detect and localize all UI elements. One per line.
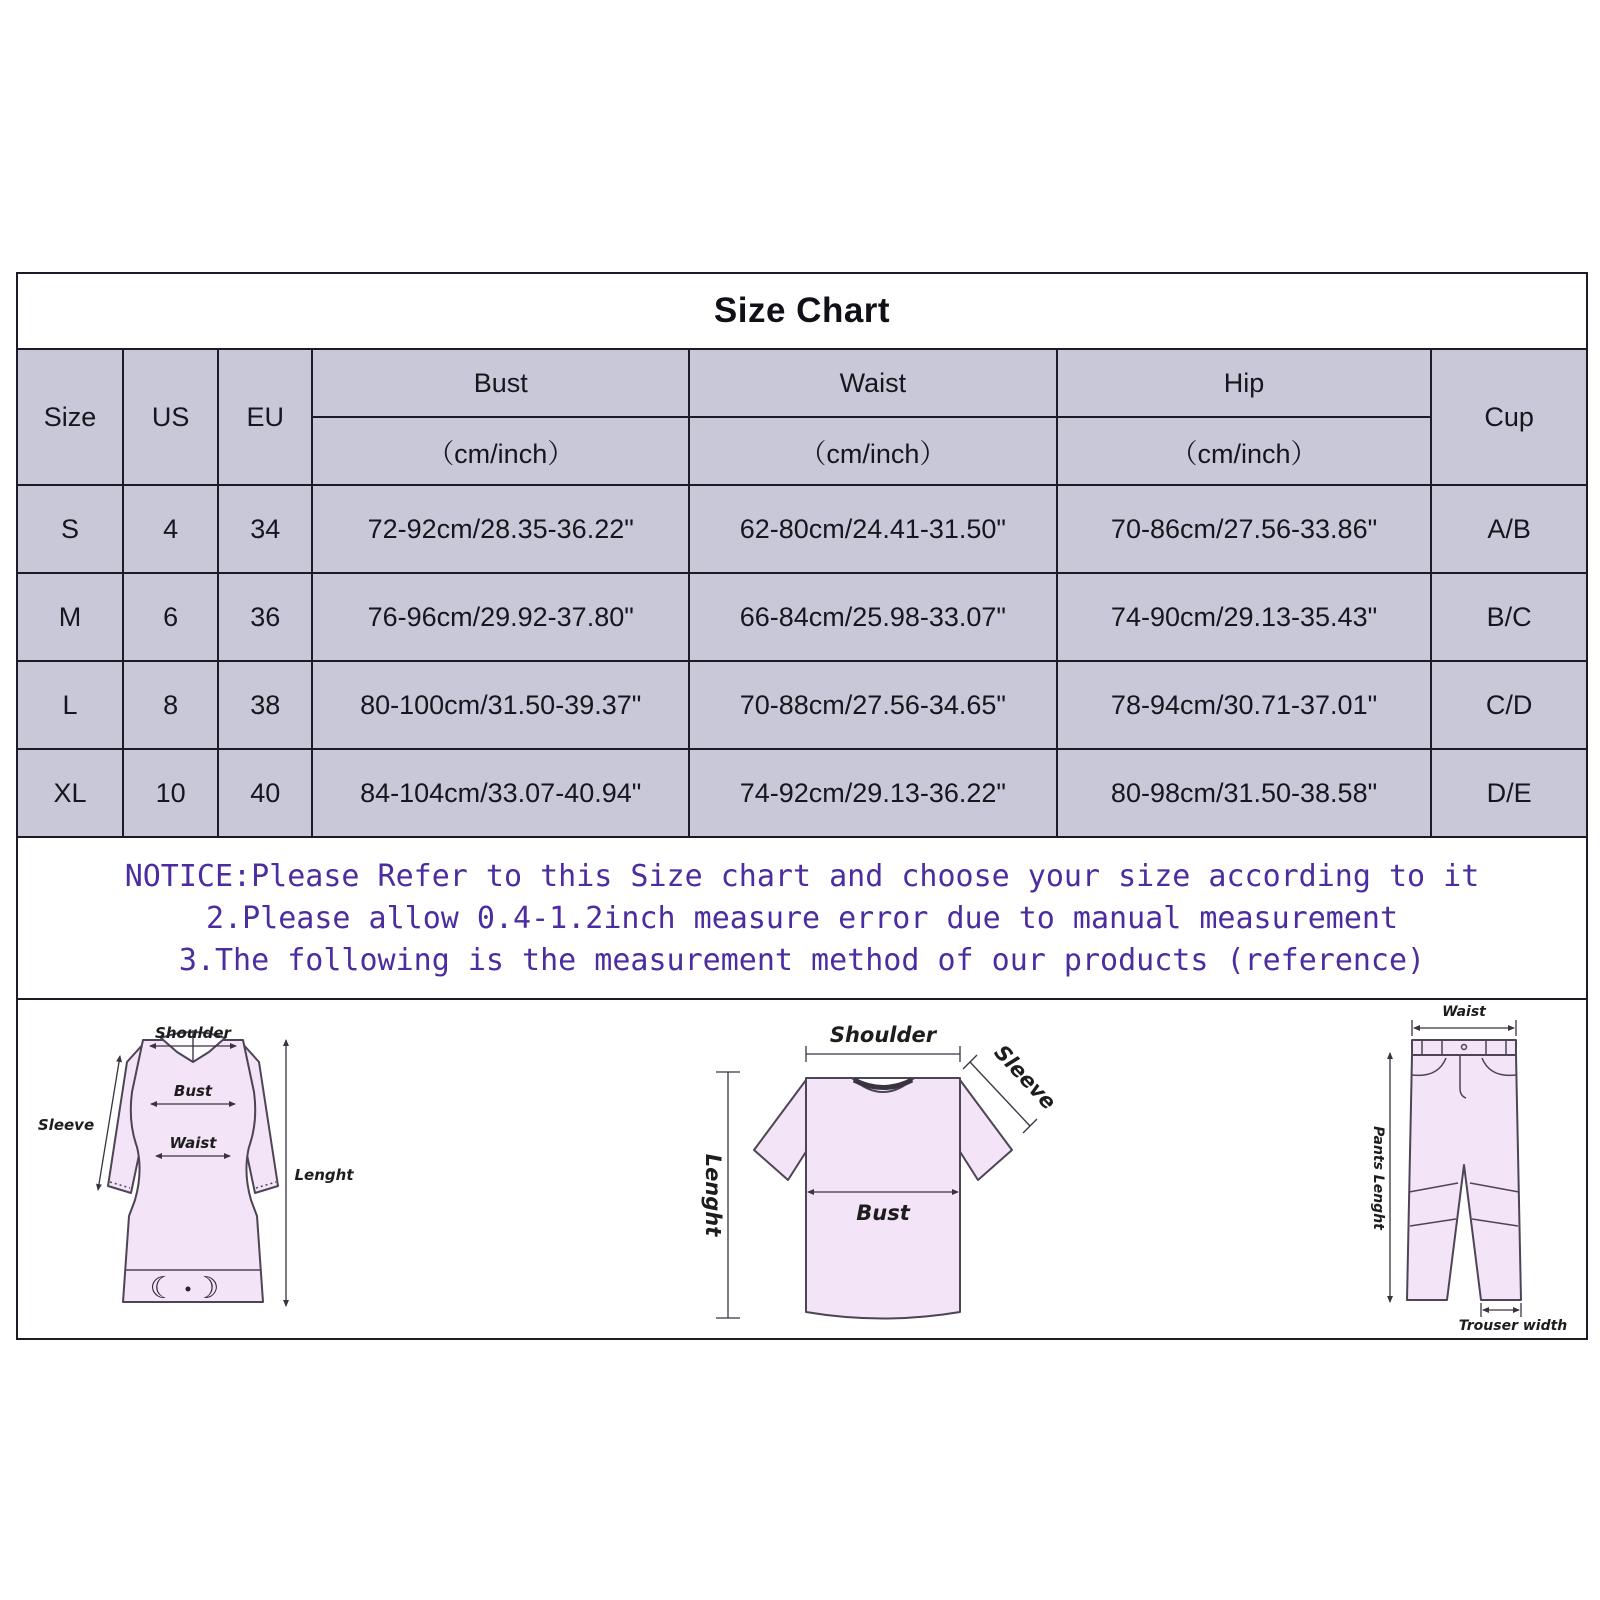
table-cell: S [18, 486, 122, 572]
page-title: Size Chart [713, 291, 891, 330]
size-table [18, 348, 1586, 838]
table-cell: 38 [219, 662, 311, 748]
notice-line-3: 3.The following is the measurement method of our products (reference) [178, 942, 1426, 978]
tshirt-length-label: Lenght [701, 1153, 725, 1237]
col-header-cup: Cup [1432, 350, 1586, 484]
tshirt-bust-label: Bust [856, 1201, 910, 1225]
table-cell: 10 [124, 750, 217, 836]
table-cell: 74-92cm/29.13-36.22" [690, 750, 1056, 836]
table-cell: 70-86cm/27.56-33.86" [1058, 486, 1431, 572]
table-cell: L [18, 662, 122, 748]
dress-sleeve-label: Sleeve [37, 1116, 95, 1134]
trouser-width-label: Trouser width [1458, 1318, 1568, 1334]
table-cell: D/E [1432, 750, 1586, 836]
pants-length-label: Pants Lenght [1370, 1126, 1386, 1230]
col-header-bust: Bust [313, 350, 688, 416]
table-cell: 70-88cm/27.56-34.65" [690, 662, 1056, 748]
table-cell: 74-90cm/29.13-35.43" [1058, 574, 1431, 660]
table-cell: 8 [124, 662, 217, 748]
moon-icon: ☽ [192, 1271, 220, 1306]
unit-label-hip: （cm/inch） [1058, 418, 1431, 484]
table-cell: 78-94cm/30.71-37.01" [1058, 662, 1431, 748]
dress-body [123, 1040, 263, 1302]
dress-waist-label: Waist [169, 1134, 217, 1152]
notice-line-2: 2.Please allow 0.4-1.2inch measure error due to manual measurement [205, 900, 1399, 936]
table-cell: A/B [1432, 486, 1586, 572]
col-header-size: Size [18, 350, 122, 484]
notice-line-1: NOTICE:Please Refer to this Size chart and choose your size according to it [124, 858, 1480, 894]
unit-label-waist: （cm/inch） [690, 418, 1056, 484]
pants-diagram [1350, 1000, 1590, 1335]
size-chart-panel [16, 272, 1588, 1340]
dress-length-label: Lenght [294, 1166, 354, 1184]
table-cell: 62-80cm/24.41-31.50" [690, 486, 1056, 572]
table-cell: 66-84cm/25.98-33.07" [690, 574, 1056, 660]
notice-block [18, 838, 1586, 1000]
table-cell: 72-92cm/28.35-36.22" [313, 486, 688, 572]
table-cell: 76-96cm/29.92-37.80" [313, 574, 688, 660]
unit-label-bust: （cm/inch） [313, 418, 688, 484]
table-cell: 6 [124, 574, 217, 660]
table-cell: C/D [1432, 662, 1586, 748]
table-cell: 80-100cm/31.50-39.37" [313, 662, 688, 748]
table-cell: 4 [124, 486, 217, 572]
measurement-diagrams [18, 1000, 1586, 1338]
dress-diagram [28, 1000, 408, 1335]
table-cell: XL [18, 750, 122, 836]
pants-waistband [1412, 1040, 1516, 1055]
tshirt-shoulder-label: Shoulder [829, 1023, 937, 1047]
tshirt-sleeve-label: Sleeve [989, 1040, 1061, 1115]
col-header-waist: Waist [690, 350, 1056, 416]
pants-legs [1407, 1055, 1521, 1300]
table-cell: B/C [1432, 574, 1586, 660]
dot-icon [186, 1287, 191, 1292]
pants-waist-label: Waist [1442, 1004, 1486, 1020]
table-cell: 36 [219, 574, 311, 660]
tshirt-diagram [658, 1000, 1098, 1335]
col-header-hip: Hip [1058, 350, 1431, 416]
table-cell: 34 [219, 486, 311, 572]
table-cell: 40 [219, 750, 311, 836]
moon-icon: ☾ [149, 1271, 177, 1306]
col-header-eu: EU [219, 350, 311, 484]
table-cell: M [18, 574, 122, 660]
col-header-us: US [124, 350, 217, 484]
table-cell: 84-104cm/33.07-40.94" [313, 750, 688, 836]
dress-shoulder-label: Shoulder [155, 1024, 231, 1042]
tshirt-body [806, 1078, 960, 1319]
table-cell: 80-98cm/31.50-38.58" [1058, 750, 1431, 836]
dress-bust-label: Bust [173, 1082, 213, 1100]
